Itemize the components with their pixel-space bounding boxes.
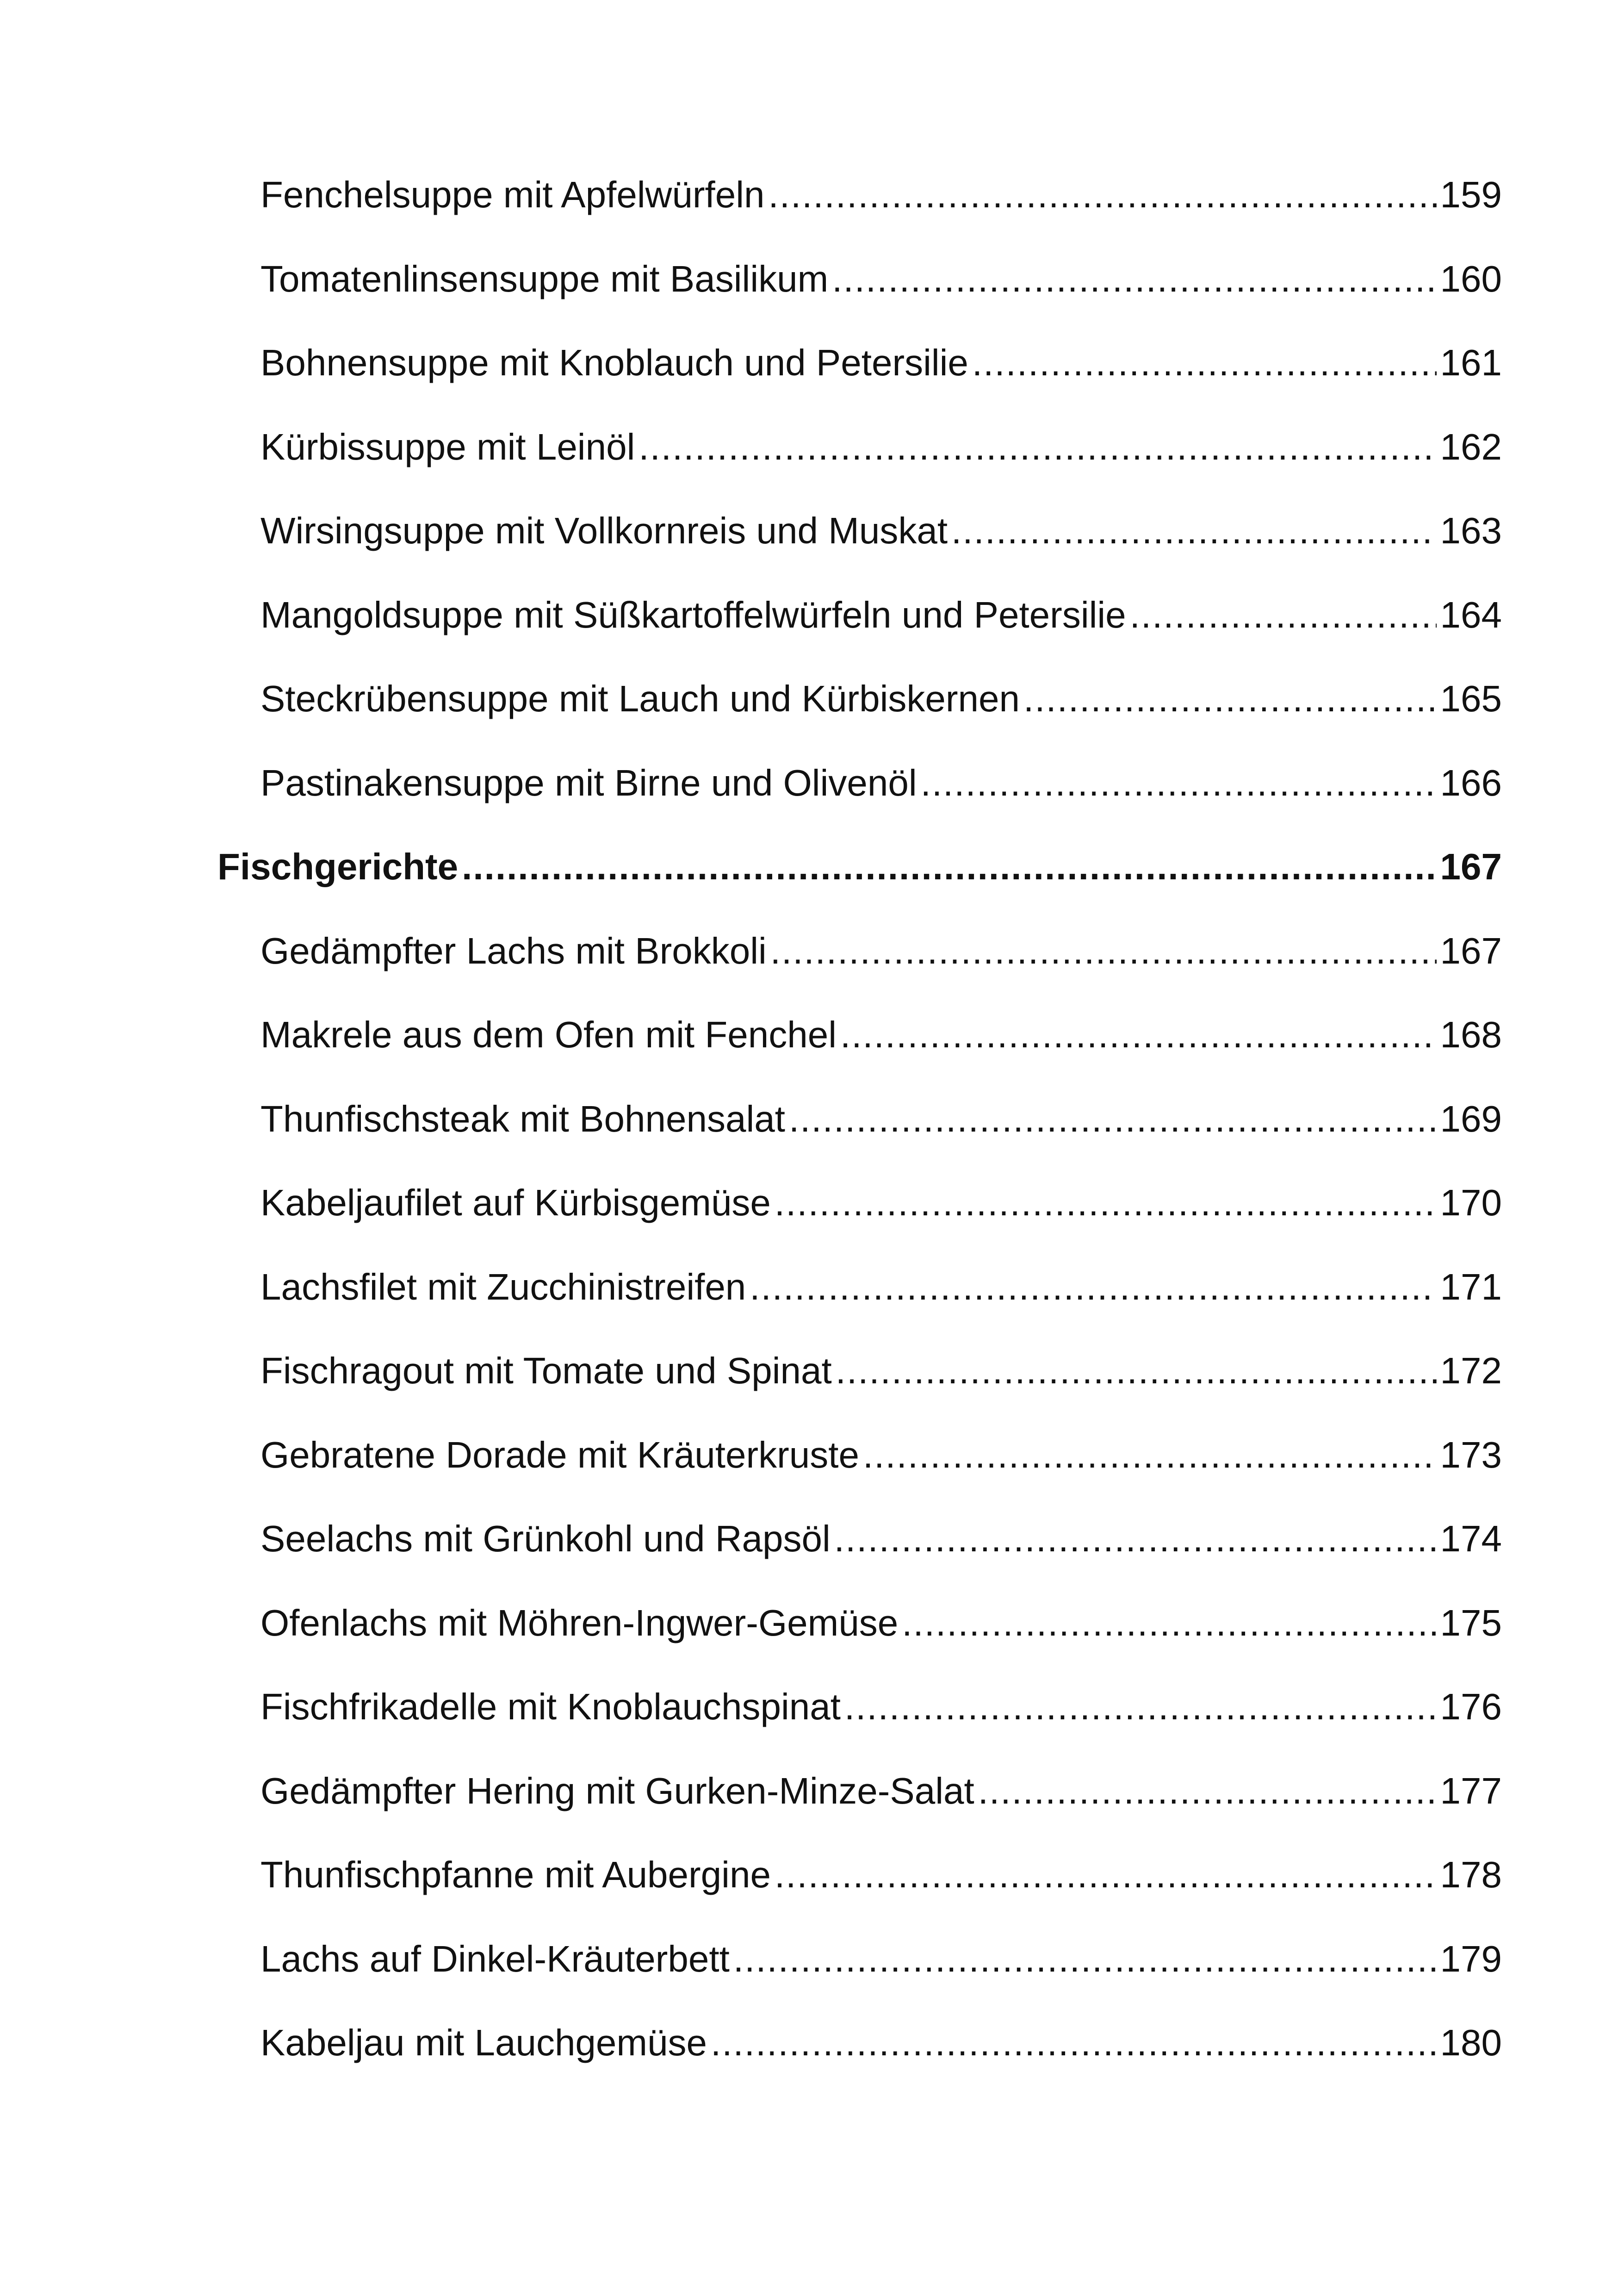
toc-dot-leader <box>951 489 1436 573</box>
toc-dot-leader <box>733 1917 1437 2001</box>
toc-entry-title: Thunfischpfanne mit Aubergine <box>260 1854 771 1895</box>
toc-entry-page: 177 <box>1440 1770 1502 1811</box>
toc-entry <box>217 321 1502 405</box>
toc-entry-title: Kabeljaufilet auf Kürbisgemüse <box>260 1182 771 1223</box>
toc-entry <box>217 489 1502 573</box>
toc-entry <box>217 993 1502 1077</box>
toc-entry-title: Lachsfilet mit Zucchinistreifen <box>260 1266 746 1307</box>
toc-entry <box>217 1077 1502 1161</box>
toc-entry-page: 172 <box>1440 1350 1502 1391</box>
toc-entry <box>217 405 1502 489</box>
toc-entry-title: Kabeljau mit Lauchgemüse <box>260 2022 707 2063</box>
toc-entry <box>217 1497 1502 1581</box>
toc-entry-title: Fenchelsuppe mit Apfelwürfeln <box>260 174 765 215</box>
toc-section-heading <box>217 825 1502 909</box>
toc-entry <box>217 1329 1502 1413</box>
toc-entry-title: Lachs auf Dinkel-Kräuterbett <box>260 1938 730 1979</box>
toc-entry-title: Gedämpfter Lachs mit Brokkoli <box>260 930 767 971</box>
toc-entry-title: Seelachs mit Grünkohl und Rapsöl <box>260 1518 831 1559</box>
toc-entry-page: 163 <box>1440 510 1502 551</box>
toc-entry <box>217 1665 1502 1749</box>
toc-dot-leader <box>775 1161 1437 1245</box>
toc-entry-page: 180 <box>1440 2022 1502 2063</box>
toc-entry-page: 162 <box>1440 426 1502 467</box>
toc-dot-leader <box>711 2001 1436 2085</box>
toc-dot-leader <box>789 1077 1437 1161</box>
toc-entry-page: 178 <box>1440 1854 1502 1895</box>
toc-section-page: 167 <box>1440 846 1502 887</box>
toc-entry-page: 171 <box>1440 1266 1502 1307</box>
toc-dot-leader <box>1130 573 1437 657</box>
toc-entry <box>217 1245 1502 1329</box>
toc-dot-leader <box>902 1581 1436 1665</box>
toc-entry-page: 169 <box>1440 1098 1502 1139</box>
toc-dot-leader <box>972 321 1437 405</box>
toc-entry <box>217 657 1502 741</box>
toc-dot-leader <box>834 1497 1437 1581</box>
toc-entry-page: 179 <box>1440 1938 1502 1979</box>
toc-entry-page: 161 <box>1440 342 1502 383</box>
toc-entry <box>217 1161 1502 1245</box>
toc-dot-leader <box>639 405 1436 489</box>
toc-entry <box>217 1413 1502 1497</box>
toc-entry-page: 173 <box>1440 1434 1502 1475</box>
toc-dot-leader <box>750 1245 1436 1329</box>
toc-entry <box>217 2001 1502 2085</box>
toc-entry-title: Fischragout mit Tomate und Spinat <box>260 1350 832 1391</box>
toc-dot-leader <box>921 741 1437 825</box>
toc-entry <box>217 1581 1502 1665</box>
toc-entry-page: 164 <box>1440 594 1502 635</box>
toc-entry-title: Makrele aus dem Ofen mit Fenchel <box>260 1014 837 1055</box>
toc-dot-leader <box>844 1665 1437 1749</box>
toc-entry <box>217 237 1502 321</box>
toc-entry <box>217 153 1502 237</box>
toc-entry <box>217 741 1502 825</box>
toc-entry-page: 166 <box>1440 762 1502 803</box>
toc-entry-title: Tomatenlinsensuppe mit Basilikum <box>260 258 829 299</box>
toc-entry-page: 168 <box>1440 1014 1502 1055</box>
toc-dot-leader <box>836 1329 1437 1413</box>
toc-entry-page: 167 <box>1440 930 1502 971</box>
toc-dot-leader <box>1023 657 1437 741</box>
toc-entry-title: Pastinakensuppe mit Birne und Olivenöl <box>260 762 917 803</box>
toc-entry-title: Kürbissuppe mit Leinöl <box>260 426 635 467</box>
toc-entry-title: Steckrübensuppe mit Lauch und Kürbiskernen <box>260 678 1020 719</box>
table-of-contents <box>217 153 1502 2085</box>
toc-entry-page: 174 <box>1440 1518 1502 1559</box>
toc-entry <box>217 1749 1502 1833</box>
toc-entry-page: 170 <box>1440 1182 1502 1223</box>
toc-entry-title: Mangoldsuppe mit Süßkartoffelwürfeln und Petersilie <box>260 594 1126 635</box>
toc-entry-page: 159 <box>1440 174 1502 215</box>
toc-dot-leader <box>770 909 1437 993</box>
toc-entry <box>217 573 1502 657</box>
toc-entry <box>217 909 1502 993</box>
toc-dot-leader <box>832 237 1436 321</box>
toc-dot-leader <box>769 153 1437 237</box>
toc-entry-title: Ofenlachs mit Möhren-Ingwer-Gemüse <box>260 1602 899 1643</box>
toc-entry-title: Wirsingsuppe mit Vollkornreis und Muskat <box>260 510 948 551</box>
toc-entry-title: Bohnensuppe mit Knoblauch und Petersilie <box>260 342 968 383</box>
toc-entry-page: 165 <box>1440 678 1502 719</box>
toc-dot-leader <box>840 993 1437 1077</box>
toc-entry-title: Thunfischsteak mit Bohnensalat <box>260 1098 785 1139</box>
toc-entry-page: 176 <box>1440 1686 1502 1727</box>
toc-entry-title: Fischfrikadelle mit Knoblauchspinat <box>260 1686 841 1727</box>
toc-entry-page: 175 <box>1440 1602 1502 1643</box>
toc-entry <box>217 1917 1502 2001</box>
toc-entry <box>217 1833 1502 1917</box>
toc-entry-page: 160 <box>1440 258 1502 299</box>
toc-entry-title: Gebratene Dorade mit Kräuterkruste <box>260 1434 859 1475</box>
toc-section-title: Fischgerichte <box>217 846 459 887</box>
toc-dot-leader <box>978 1749 1437 1833</box>
toc-dot-leader <box>775 1833 1437 1917</box>
toc-dot-leader <box>462 825 1436 909</box>
toc-entry-title: Gedämpfter Hering mit Gurken-Minze-Salat <box>260 1770 974 1811</box>
toc-dot-leader <box>863 1413 1437 1497</box>
